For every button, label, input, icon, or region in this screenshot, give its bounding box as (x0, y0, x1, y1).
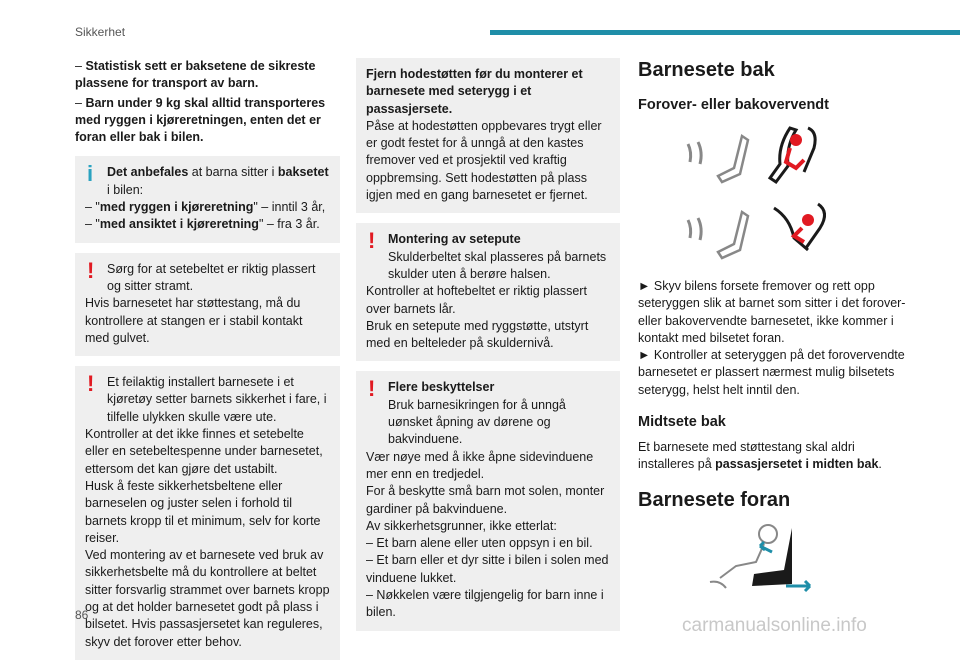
heading-front-seat: Barnesete foran (638, 488, 791, 511)
heading-rear-seat: Barnesete bak (638, 59, 775, 81)
section-title: Sikkerhet (75, 25, 126, 39)
seat-forward-icon (678, 122, 838, 190)
watermark: carmanualsonline.info (682, 615, 867, 636)
warning-icon: ! (87, 257, 95, 283)
warning-icon: ! (368, 228, 376, 254)
warning-box-installation: ! Et feilaktig installert barnesete i et kjøretøy setter barnets sikkerhet i fare, i tilfelle ulykken skulle være ute. Kontroller at det ikke finnes et setebelte eller en setebeltespenne under barnesetet, ettersom det kan gjøre det ustabilt. Husk å feste sikkerhetsbeltene eller barneselen og juster selen i forhold til barnets kropp til et minimum, selv for korte reiser. Ved montering av et barnesete ved bruk av sikkerhetsbelte må du kontrollere at beltet sitter forsvarlig strammet over barnets kropp og at det holder barnesetet godt på plass i bilsetet. Hvis passasjersetet kan reguleres, skyv det forover etter behov. (75, 366, 340, 660)
heading-direction: Forover- eller bakovervendt (638, 97, 829, 113)
column-middle (356, 58, 620, 641)
warning-box-protection: ! Flere beskyttelser Bruk barnesikringen for å unngå uønsket åpning av dørene og bakvinduene. Vær nøye med å ikke åpne sidevinduene mer enn en tredjedel. For å beskytte små barn mot solen, monter gardiner på bakvinduene. Av sikkerhetsgrunner, ikke etterlat: – Et barn alene eller uten oppsyn i en bil. – Et barn eller et dyr sitte i bilen i solen med vinduene lukket. – Nøkkelen være tilgjengelig for barn inne i bilen. (356, 371, 620, 630)
page-number: 86 (75, 608, 89, 622)
step-1: ► Skyv bilens forsete fremover og rett opp seteryggen slik at barnet som sitter i det forover- eller bakovervendte barnesetet, ikke kommer i kontakt med bilsetet foran. (638, 279, 906, 345)
warning-box-booster: ! Montering av setepute Skulderbeltet skal plasseres på barnets skulder uten å berøre halsen. Kontroller at hoftebeltet er riktig plassert over barnets lår. Bruk en setepute med ryggstøtte, utstyrt med en belteleder på skuldernivå. (356, 223, 620, 361)
warning-icon: ! (87, 371, 95, 397)
info-box-recommendation: i Det anbefales at barna sitter i baksetet i bilen: – "med ryggen i kjøreretning" – inntil 3 år, – "med ansiktet i kjøreretning" – fra 3 år. (75, 156, 340, 242)
intro-statistics: – Statistisk sett er baksetene de sikreste plassene for transport av barn. (75, 59, 316, 91)
middle-seat-text: Et barnesete med støttestang skal aldri installeres på passasjersetet i midten bak. (638, 440, 882, 472)
column-left (75, 58, 340, 670)
front-seat-icon (706, 522, 816, 596)
intro-under-9kg: – Barn under 9 kg skal alltid transporteres med ryggen i kjøreretningen, enten det er foran eller bak i bilen. (75, 95, 326, 145)
seat-figures (678, 122, 908, 272)
headrest-box: Fjern hodestøtten før du monterer et barnesete med seterygg i et passasjersete. Påse at hodestøtten oppbevares trygt eller er godt festet for å unngå at den kastes fremover ved et prosjektil ved kraftig oppbremsing. Sett hodestøtten på plass igjen med en gang barnesetet er fjernet. (356, 58, 620, 213)
header-accent-bar (490, 30, 960, 35)
heading-middle-seat: Midtsete bak (638, 414, 726, 431)
step-2: ► Kontroller at seteryggen på det forovervendte barnesetet er plassert nærmest mulig bilsetets seterygg, helst helt inntil den. (638, 348, 905, 397)
warning-icon: ! (368, 376, 376, 402)
column-right (638, 58, 908, 601)
warning-box-belt: ! Sørg for at setebeltet er riktig plassert og sitter stramt. Hvis barnesetet har støttestang, må du kontrollere at stangen er i stabil kontakt med gulvet. (75, 253, 340, 356)
seat-rearward-icon (678, 198, 838, 266)
info-icon: i (87, 161, 94, 187)
